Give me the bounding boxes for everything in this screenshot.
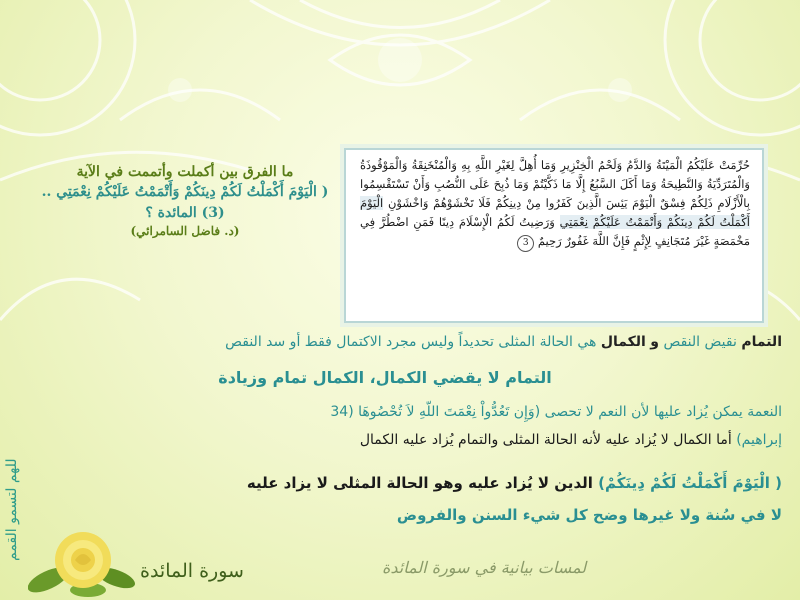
ayah-number-marker: 3: [517, 235, 534, 252]
footer-title: لمسات بيانية في سورة المائدة: [382, 558, 587, 577]
verse-quote: ( الْيَوْمَ أَكْمَلْتُ لَكُمْ دِينَكُمْ): [598, 474, 782, 492]
explanation-line-4: [20, 432, 782, 448]
verse-part-before: حُرِّمَتْ عَلَيْكُمُ الْمَيْتَةُ وَالدَّمُ وَلَحْمُ الْخِنْزِيرِ وَمَا أُهِلَّ لِغَيْرِ اللَّهِ بِهِ وَالْمُنْخَنِقَةُ وَالْمَوْقُوذَةُ وَالْمُتَرَدِّيَةُ وَالنَّطِيحَةُ وَمَا أَكَلَ السَّبُعُ إِلَّا مَا ذَكَّيْتُمْ وَمَا ذُبِحَ عَلَى النُّصُبِ وَأَنْ تَسْتَقْسِمُوا بِالْأَزْلَامِ ذَلِكُمْ فِسْقٌ الْيَوْمَ يَئِسَ الَّذِينَ كَفَرُوا مِنْ دِينِكُمْ فَلَا تَخْشَوْهُمْ وَاخْشَوْنِ: [360, 158, 751, 210]
kamal-statement: أما الكمال لا يُزاد عليه لأنه الحالة المثلى والتمام يُزاد عليه الكمال: [359, 432, 732, 448]
term-kamal: الكمال: [600, 334, 646, 350]
kamal-definition: هي الحالة المثلى تحديداً وليس مجرد الاكتمال فقط أو سد النقص: [225, 334, 597, 350]
verse-reference: إبراهيم): [736, 432, 782, 448]
quran-verse-box: [344, 148, 764, 323]
explanation-line-1: [20, 334, 782, 350]
conjunction: و: [650, 334, 659, 350]
explanation-line-2: التمام لا يقضي الكمال، الكمال تمام وزيادة: [218, 368, 552, 387]
deen-statement: الدين لا يُزاد عليه وهو الحالة المثلى لا يزاد عليه: [246, 474, 593, 492]
question-text: ما الفرق بين أكملت وأتممت في الآية: [76, 164, 294, 180]
surah-name: سورة المائدة: [140, 560, 244, 582]
explanation-line-5: [20, 474, 782, 492]
author-text: (د. فاضل السامرائي): [130, 223, 240, 238]
yellow-rose-icon: [28, 520, 138, 600]
tamam-definition: نقيض النقص: [663, 334, 737, 350]
quran-verse-text: [346, 150, 762, 321]
term-tamam: التمام: [741, 334, 782, 350]
explanation-line-6: لا في سُنة ولا غيرها وضح كل شيء السنن والفروض: [396, 506, 782, 524]
verse-highlight: الْيَوْمَ أَكْمَلْتُ لَكُمْ دِينَكُمْ وَأَتْمَمْتُ عَلَيْكُمْ نِعْمَتِي: [360, 196, 751, 229]
explanation-line-3: النعمة يمكن يُزاد عليها لأن النعم لا تحصى (وَإِن تَعُدُّواْ نِعْمَتَ اللّهِ لاَ تُحْصُوهَا (34: [330, 404, 782, 420]
verse-text: ( الْيَوْمَ أَكْمَلْتُ لَكُمْ دِينَكُمْ وَأَتْمَمْتُ عَلَيْكُمْ نِعْمَتِي .. (3) المائدة ؟: [41, 184, 329, 221]
verse-part-after: وَرَضِيتُ لَكُمُ الْإِسْلَامَ دِينًا فَمَنِ اضْطُرَّ فِي مَخْمَصَةٍ غَيْرَ مُتَجَانِفٍ لِإِثْمٍ فَإِنَّ اللَّهَ غَفُورٌ رَحِيمٌ: [360, 215, 750, 248]
side-caption: للهم لتسمو القمم: [4, 458, 20, 562]
question-title: [30, 162, 340, 240]
